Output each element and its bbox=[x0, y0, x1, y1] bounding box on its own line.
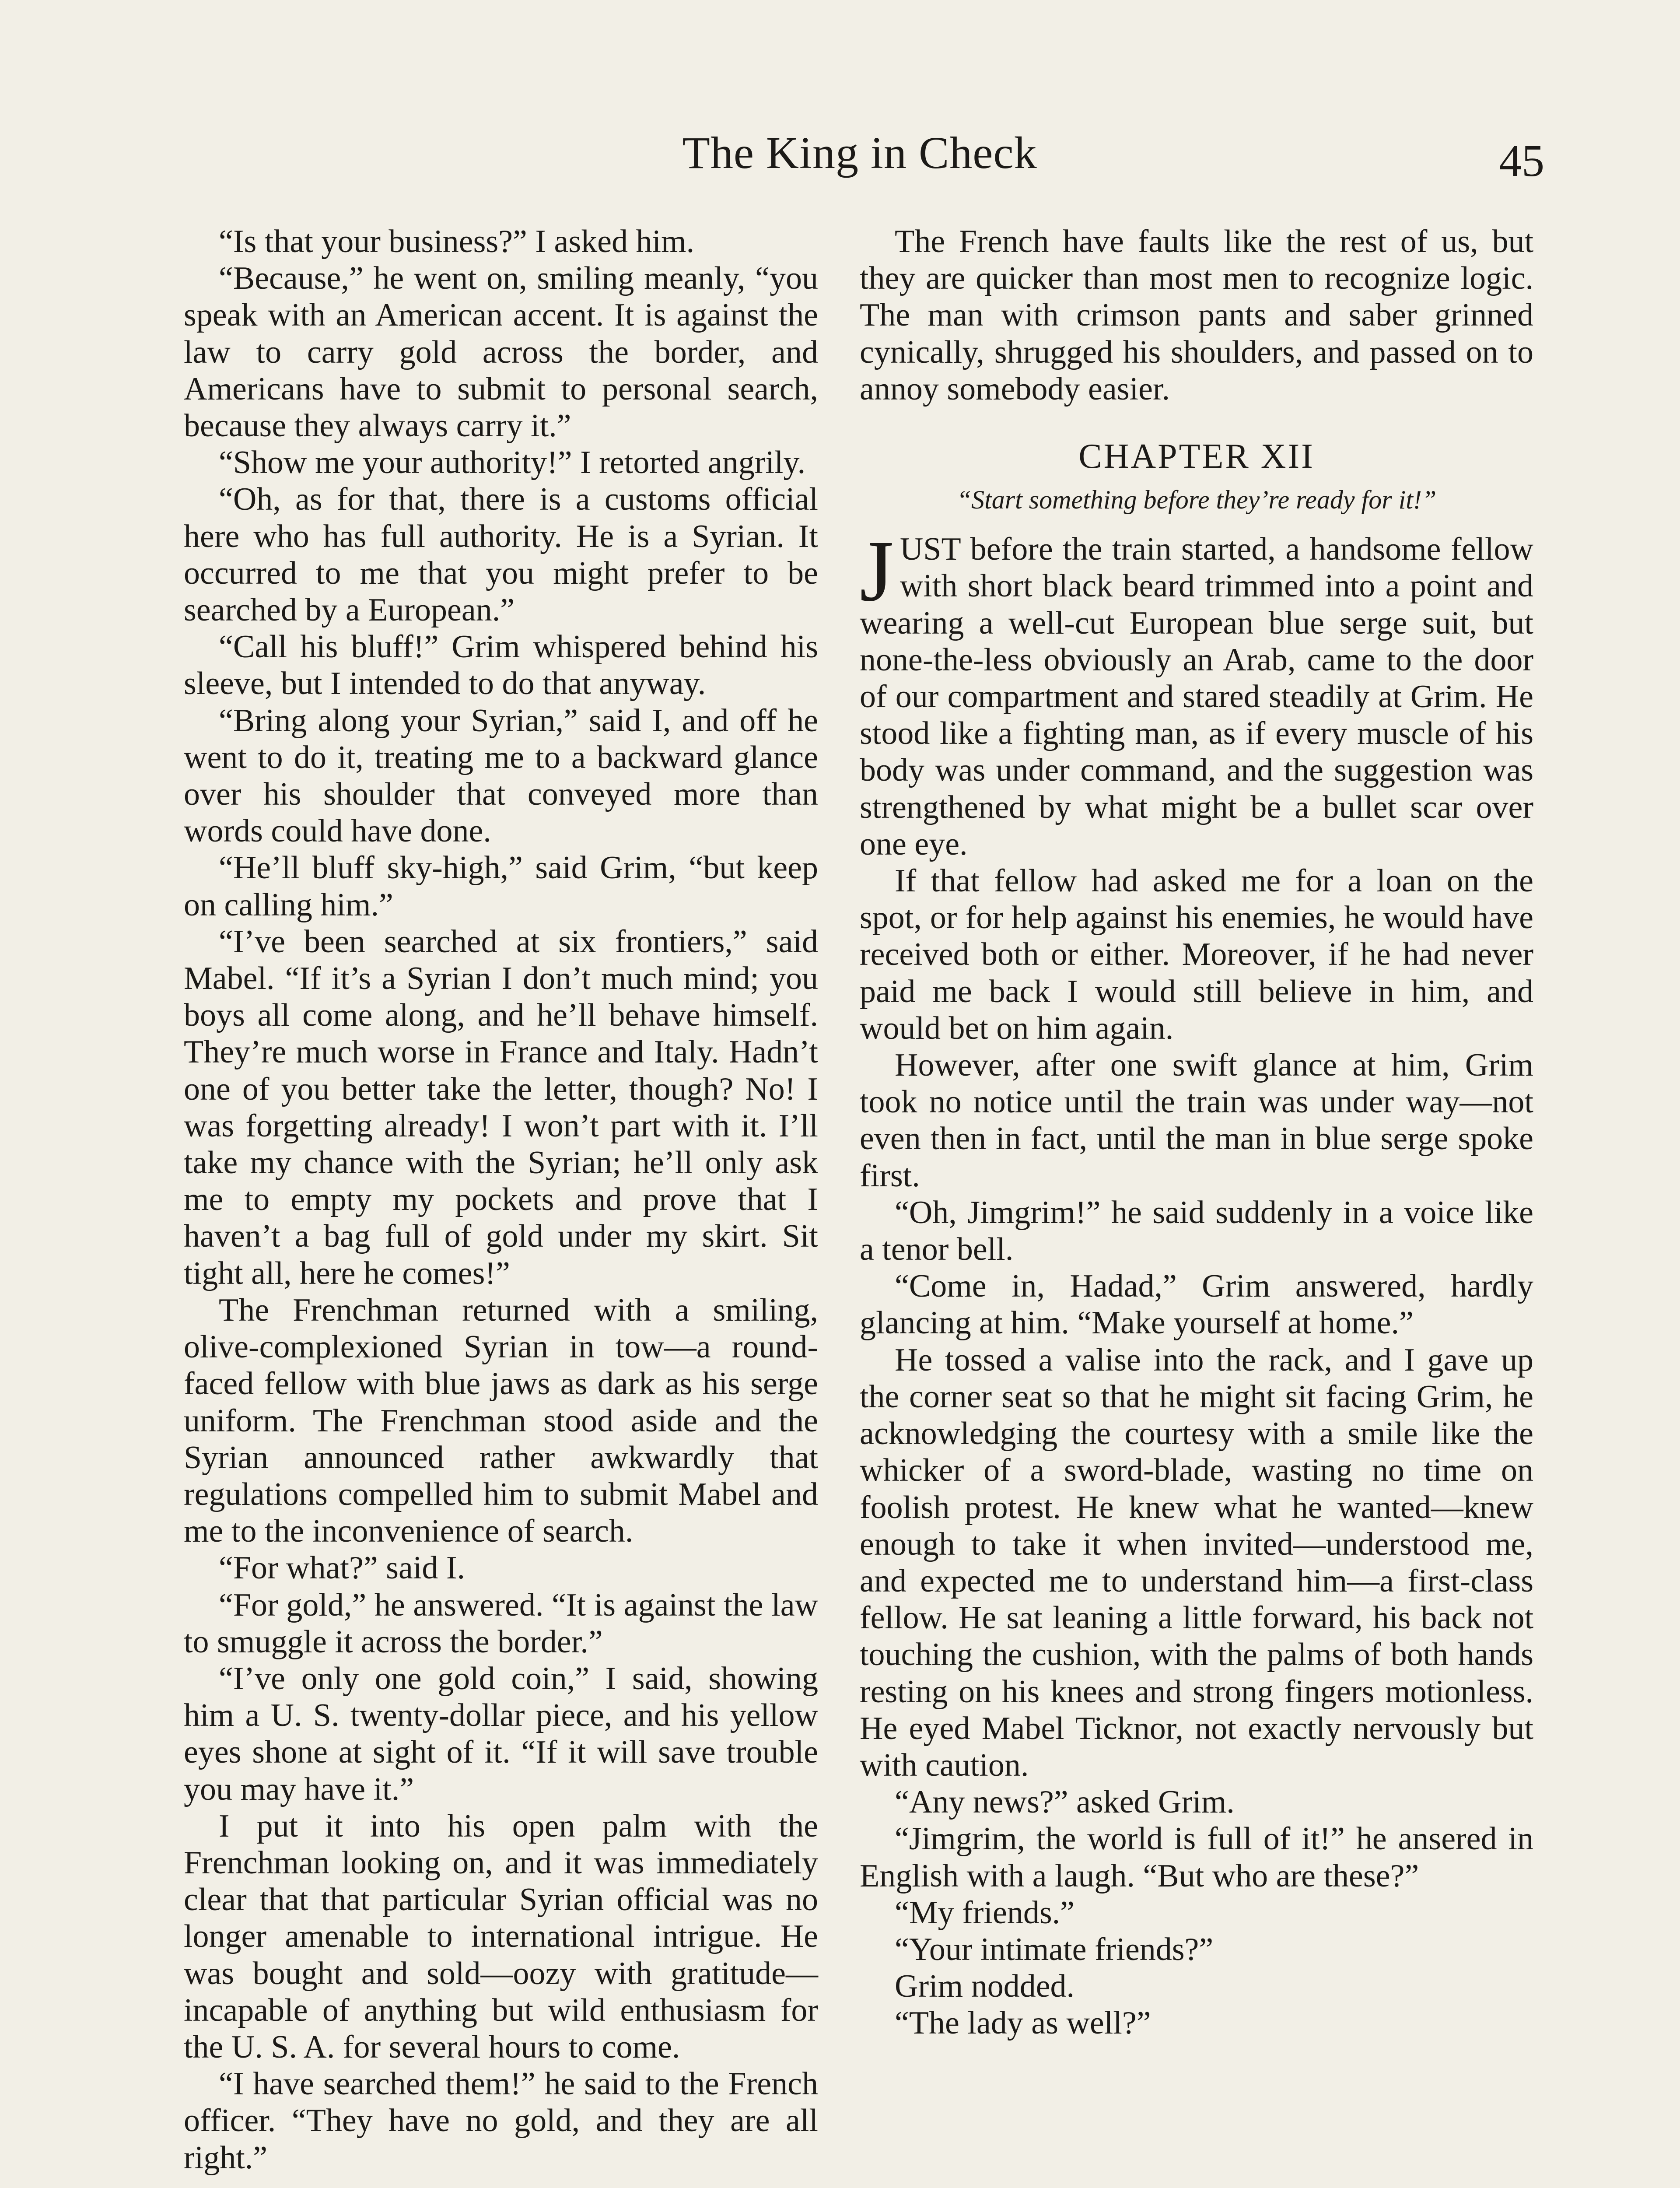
paragraph: However, after one swift glance at him, Grim took no notice until the train was under way—not even then in fact, until the man in blue serge spoke first. bbox=[860, 1047, 1533, 1194]
chapter-subtitle: “Start something before they’re ready for it!” bbox=[956, 485, 1437, 515]
paragraph: “I’ve been searched at six frontiers,” said Mabel. “If it’s a Syrian I don’t much mind; you boys all come along, and he’ll behave himself. They’re much worse in France and Italy. Hadn’t one of you better take the letter, though? No! I was forgetting already! I won’t part with it. I’ll take my chance with the Syrian; he’ll only ask me to empty my pockets and prove that I haven’t a bag full of gold under my skirt. Sit tight all, here he comes!” bbox=[184, 923, 818, 1291]
paragraph: “Oh, Jimgrim!” he said suddenly in a voice like a tenor bell. bbox=[860, 1194, 1533, 1268]
paragraph: “Call his bluff!” Grim whispered behind his sleeve, but I intended to do that anyway. bbox=[184, 629, 818, 702]
paragraph: If that fellow had asked me for a loan on the spot, or for help against his enemies, he would have received both or either. Moreover, if he had never paid me back I would still believe in him, and would bet on him again. bbox=[860, 863, 1533, 1046]
paragraph: “The lady as well?” bbox=[895, 2005, 1151, 2041]
page-number: 45 bbox=[1499, 136, 1544, 186]
page-header bbox=[175, 127, 1544, 193]
paragraph: “My friends.” bbox=[895, 1894, 1074, 1931]
paragraph: He tossed a valise into the rack, and I gave up the corner seat so that he might sit facing Grim, he acknowledging the courtesy with a smile like the whicker of a sword-blade, wasting no time on foolish protest. He knew what he wanted—knew enough to take it when invited—understood me, and expected me to understand him—a first-class fellow. He sat leaning a little forward, his back not touching the cushion, with the palms of both hands resting on his knees and strong fingers motionless. He eyed Mabel Ticknor, not exactly nervously but with caution. bbox=[860, 1342, 1533, 1783]
paragraph: “I have searched them!” he said to the French officer. “They have no gold, and they are all right.” bbox=[184, 2066, 818, 2176]
paragraph: The French have faults like the rest of us, but they are quicker than most men to recognize logic. The man with crimson pants and saber grinned cynically, shrugged his shoulders, and passed on to annoy somebody easier. bbox=[860, 224, 1533, 407]
paragraph: “Is that your business?” I asked him. bbox=[219, 224, 695, 259]
right-column bbox=[860, 223, 1533, 2042]
paragraph: “Jimgrim, the world is full of it!” he ansered in English with a laugh. “But who are these?” bbox=[860, 1821, 1533, 1894]
paragraph: “Oh, as for that, there is a customs official here who has full authority. He is a Syrian. It occurred to me that you might prefer to be searched by a European.” bbox=[184, 481, 818, 628]
paragraph: “He’ll bluff sky-high,” said Grim, “but keep on calling him.” bbox=[184, 850, 818, 923]
paragraph: “Bring along your Syrian,” said I, and off he went to do it, treating me to a backward glance over his shoulder that conveyed more than words could have done. bbox=[184, 702, 818, 849]
dropcap-paragraph bbox=[860, 523, 1533, 863]
paragraph: “Because,” he went on, smiling meanly, “you speak with an American accent. It is against the law to carry gold across the border, and Americans have to submit to personal search, because they always carry it.” bbox=[184, 260, 818, 444]
paragraph: I put it into his open palm with the Frenchman looking on, and it was immediately clear that that particular Syrian official was no longer amenable to international intrigue. He was bought and sold—oozy with gratitude—incapable of anything but wild enthusiasm for the U. S. A. for several hours to come. bbox=[184, 1808, 818, 2065]
paragraph: “Your intimate friends?” bbox=[895, 1931, 1214, 1967]
running-title: The King in Check bbox=[682, 128, 1037, 178]
left-column bbox=[184, 223, 818, 2176]
paragraph: “For gold,” he answered. “It is against the law to smuggle it across the border.” bbox=[184, 1587, 818, 1660]
paragraph: Grim nodded. bbox=[895, 1968, 1075, 2005]
paragraph: “Come in, Hadad,” Grim answered, hardly glancing at him. “Make yourself at home.” bbox=[860, 1268, 1533, 1341]
paragraph: “I’ve only one gold coin,” I said, showing him a U. S. twenty-dollar piece, and his yellow eyes shone at sight of it. “If it will save trouble you may have it.” bbox=[184, 1660, 818, 1807]
paragraph: “For what?” said I. bbox=[219, 1550, 466, 1586]
paragraph: “Any news?” asked Grim. bbox=[895, 1784, 1235, 1820]
drop-cap: J bbox=[860, 523, 894, 620]
chapter-heading: CHAPTER XII bbox=[1078, 437, 1315, 476]
paragraph: The Frenchman returned with a smiling, olive-complexioned Syrian in tow—a round-faced fellow with blue jaws as dark as his serge uniform. The Frenchman stood aside and the Syrian announced rather awkwardly that regulations compelled him to submit Mabel and me to the inconvenience of search. bbox=[184, 1292, 818, 1550]
dropcap-paragraph-text: UST before the train started, a handsome fellow with short black beard trimmed into a point and wearing a well-cut European blue serge suit, but none-the-less obviously an Arab, came to the door of our compartment and stared steadily at Grim. He stood like a fighting man, as if every muscle of his body was under command, and the suggestion was strengthened by what might be a bullet scar over one eye. bbox=[860, 531, 1533, 862]
paragraph: “Show me your authority!” I retorted angrily. bbox=[219, 445, 806, 481]
